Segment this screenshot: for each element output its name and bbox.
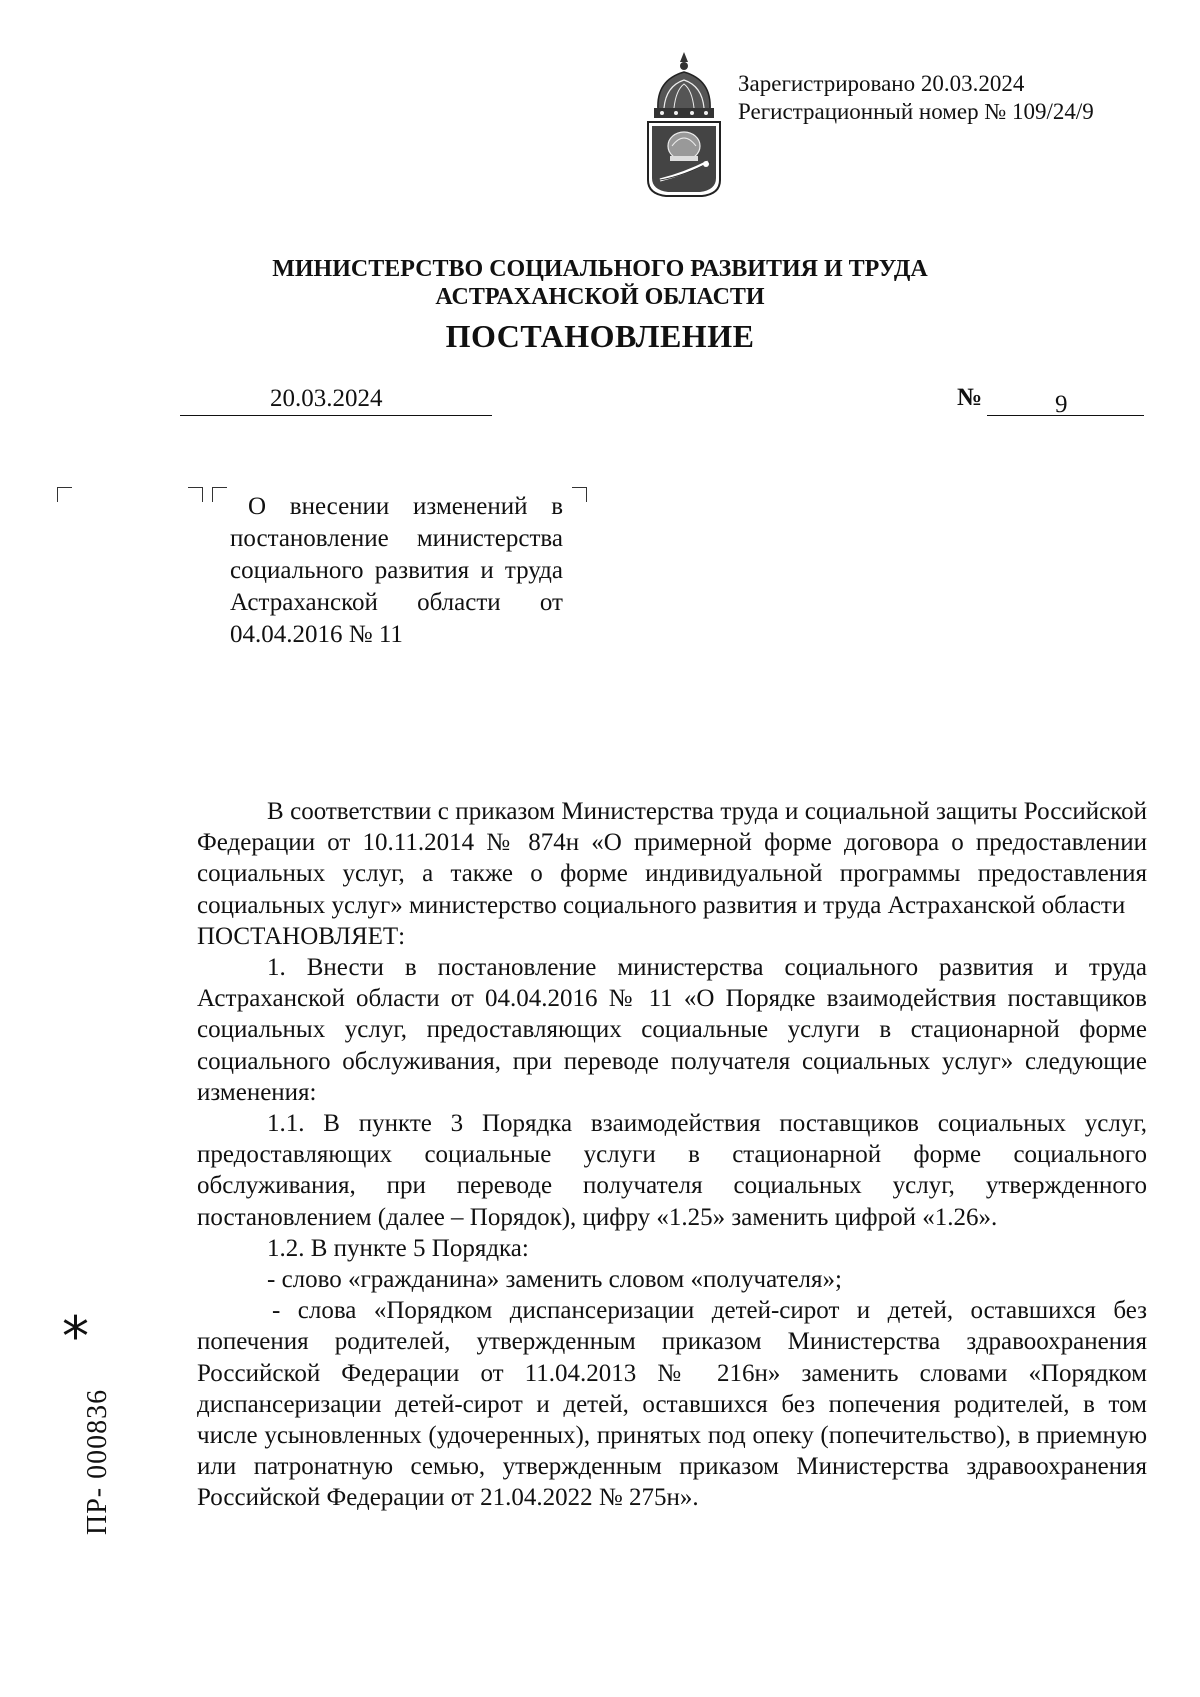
- document-date-field: [180, 385, 492, 416]
- coat-of-arms-icon: [640, 50, 728, 200]
- document-body: [197, 796, 1147, 1514]
- corner-mark: [188, 487, 203, 502]
- subject-text: О внесении изменений в постановление министерства социального развития и труда Астраханской области от 04.04.2016 № 11: [230, 493, 563, 648]
- margin-serial-number: ПР- 000836: [82, 1388, 113, 1535]
- document-header: [0, 255, 1200, 357]
- preamble-paragraph: В соответствии с приказом Министерства труда и социальной защиты Российской Федерации от 10.11.2014 № 874н «О примерной форме договора о предоставлении социальных услуг, а также о форме индивидуальной программы предоставления социальных услуг» министерство социального развития и труда Астраханской области: [197, 798, 1147, 919]
- document-subject: [230, 491, 563, 651]
- corner-mark: [572, 487, 587, 502]
- paragraph-1: 1. Внести в постановление министерства социального развития и труда Астраханской области от 04.04.2016 № 11 «О Порядке взаимодействия поставщиков социальных услуг, предоставляющих социальные услуги в стационарной форме социального обслуживания, при переводе получателя социальных услуг» следующие изменения:: [197, 954, 1147, 1106]
- ministry-name-line1: МИНИСТЕРСТВО СОЦИАЛЬНОГО РАЗВИТИЯ И ТРУДА: [272, 256, 928, 282]
- corner-mark: [57, 487, 72, 502]
- paragraph-1-2-b: - слова «Порядком диспансеризации детей-сирот и детей, оставшихся без попечения родителей, утвержденным приказом Министерства здравоохранения Российской Федерации от 11.04.2013 № 216н» заменить словами «Порядком диспансеризации детей-сирот и детей, оставшихся без попечения родителей, в том числе усыновленных (удочеренных), принятых под опеку (попечительство), в приемную или патронатную семью, утвержденным приказом Министерства здравоохранения Российской Федерации от 21.04.2022 № 275н».: [197, 1297, 1147, 1512]
- resolves-heading: ПОСТАНОВЛЯЕТ:: [197, 922, 406, 950]
- document-date: 20.03.2024: [270, 385, 383, 412]
- paragraph-1-1: 1.1. В пункте 3 Порядка взаимодействия поставщиков социальных услуг, предоставляющих социальные услуги в стационарной форме социального обслуживания, при переводе получателя социальных услуг, утвержденного постановлением (далее – Порядок), цифру «1.25» заменить цифрой «1.26».: [197, 1110, 1147, 1231]
- paragraph-1-2: 1.2. В пункте 5 Порядка:: [267, 1234, 529, 1262]
- registration-number: Регистрационный номер № 109/24/9: [738, 99, 1094, 124]
- paragraph-1-2-a: - слово «гражданина» заменить словом «получателя»;: [267, 1266, 842, 1294]
- number-label: №: [957, 384, 983, 411]
- document-number-field: [987, 385, 1144, 416]
- margin-asterisk: *: [62, 1305, 89, 1368]
- corner-mark: [212, 487, 227, 502]
- document-number: 9: [1055, 391, 1068, 418]
- registration-date: Зарегистрировано 20.03.2024: [738, 71, 1025, 96]
- ministry-name-line2: АСТРАХАНСКОЙ ОБЛАСТИ: [435, 284, 765, 310]
- document-type: ПОСТАНОВЛЕНИЕ: [445, 318, 755, 354]
- registration-stamp: [738, 70, 1094, 126]
